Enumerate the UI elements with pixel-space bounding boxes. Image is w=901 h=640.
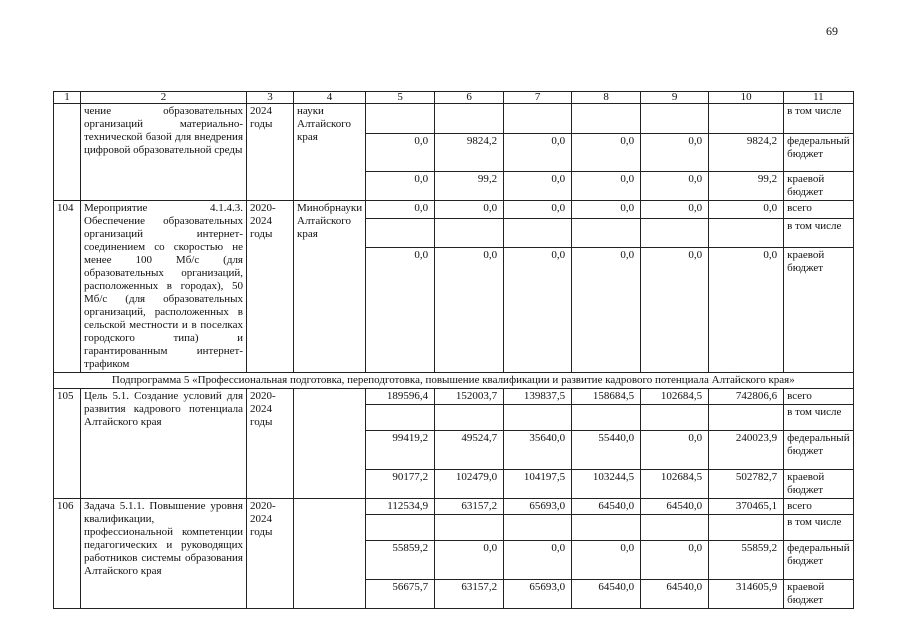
value-cell xyxy=(641,104,709,134)
source-label: краевой бюджет xyxy=(784,580,854,609)
table-row xyxy=(54,389,854,405)
value-cell: 65693,0 xyxy=(504,580,572,609)
executor-cell xyxy=(294,389,366,499)
header-cell: 2 xyxy=(81,92,247,104)
value-cell: 742806,6 xyxy=(709,389,784,405)
value-cell: 0,0 xyxy=(504,172,572,201)
value-cell: 64540,0 xyxy=(641,499,709,515)
header-cell: 5 xyxy=(366,92,435,104)
row-number: 106 xyxy=(54,499,81,609)
source-label: федеральный бюджет xyxy=(784,134,854,172)
value-cell xyxy=(572,104,641,134)
value-cell: 0,0 xyxy=(572,541,641,580)
value-cell: 99,2 xyxy=(435,172,504,201)
source-label: федеральный бюджет xyxy=(784,541,854,580)
subprogram-row xyxy=(54,373,854,389)
header-cell: 8 xyxy=(572,92,641,104)
row-number xyxy=(54,104,81,201)
header-cell: 10 xyxy=(709,92,784,104)
source-label: в том числе xyxy=(784,104,854,134)
value-cell: 314605,9 xyxy=(709,580,784,609)
value-cell: 55859,2 xyxy=(366,541,435,580)
table-row xyxy=(54,104,854,134)
value-cell: 102479,0 xyxy=(435,470,504,499)
value-cell: 0,0 xyxy=(641,134,709,172)
source-label: всего xyxy=(784,201,854,219)
value-cell: 104197,5 xyxy=(504,470,572,499)
value-cell: 0,0 xyxy=(366,134,435,172)
value-cell xyxy=(709,104,784,134)
value-cell: 64540,0 xyxy=(572,499,641,515)
value-cell: 64540,0 xyxy=(641,580,709,609)
value-cell: 112534,9 xyxy=(366,499,435,515)
source-label: федеральный бюджет xyxy=(784,431,854,470)
value-cell: 103244,5 xyxy=(572,470,641,499)
value-cell: 102684,5 xyxy=(641,389,709,405)
measure-text: чение образовательных организаций материально-технической базой для внедрения цифровой образовательной среды xyxy=(81,104,247,201)
value-cell: 0,0 xyxy=(572,247,641,372)
value-cell: 0,0 xyxy=(366,247,435,372)
value-cell: 64540,0 xyxy=(572,580,641,609)
value-cell: 63157,2 xyxy=(435,580,504,609)
header-cell: 9 xyxy=(641,92,709,104)
table-row xyxy=(54,201,854,219)
source-label: всего xyxy=(784,499,854,515)
value-cell: 0,0 xyxy=(709,201,784,219)
header-cell: 11 xyxy=(784,92,854,104)
measure-text: Мероприятие 4.1.4.3. Обеспечение образовательных организаций интернет-соединением со скоростью не менее 100 Мб/с (для образовательных организаций, расположенных в городах), 50 Мб/с (для образовательных организаций, расположенных в сельской местности и в поселках городского типа) и гарантированным интернет-трафиком xyxy=(81,201,247,373)
value-cell: 102684,5 xyxy=(641,470,709,499)
header-cell: 6 xyxy=(435,92,504,104)
value-cell: 0,0 xyxy=(504,247,572,372)
value-cell: 0,0 xyxy=(504,134,572,172)
source-label: краевой бюджет xyxy=(784,172,854,201)
executor-cell: Минобрнауки Алтайского края xyxy=(294,201,366,373)
value-cell: 99,2 xyxy=(709,172,784,201)
years-cell: 2020-2024 годы xyxy=(247,201,294,373)
years-cell: 2020-2024 годы xyxy=(247,499,294,609)
years-cell: 2020-2024 годы xyxy=(247,389,294,499)
subprogram-title: Подпрограмма 5 «Профессиональная подготовка, переподготовка, повышение квалификации и развитие кадрового потенциала Алтайского края» xyxy=(54,373,854,389)
value-cell xyxy=(366,104,435,134)
value-cell: 139837,5 xyxy=(504,389,572,405)
value-cell: 0,0 xyxy=(504,201,572,219)
value-cell: 0,0 xyxy=(641,247,709,372)
years-cell: 2024 годы xyxy=(247,104,294,201)
value-cell: 0,0 xyxy=(435,247,504,372)
value-cell: 0,0 xyxy=(504,541,572,580)
value-cell: 370465,1 xyxy=(709,499,784,515)
row-number: 104 xyxy=(54,201,81,373)
value-cell: 90177,2 xyxy=(366,470,435,499)
value-cell: 0,0 xyxy=(709,247,784,372)
source-label: в том числе xyxy=(784,515,854,541)
value-cell: 0,0 xyxy=(366,201,435,219)
value-cell: 9824,2 xyxy=(709,134,784,172)
value-cell: 0,0 xyxy=(435,201,504,219)
value-cell: 0,0 xyxy=(641,201,709,219)
value-cell: 240023,9 xyxy=(709,431,784,470)
header-cell: 1 xyxy=(54,92,81,104)
value-cell: 0,0 xyxy=(366,172,435,201)
value-cell: 55440,0 xyxy=(572,431,641,470)
page-number: 69 xyxy=(826,24,838,38)
source-label: всего xyxy=(784,389,854,405)
executor-cell: науки Алтайского края xyxy=(294,104,366,201)
value-cell: 0,0 xyxy=(572,201,641,219)
row-number: 105 xyxy=(54,389,81,499)
value-cell: 152003,7 xyxy=(435,389,504,405)
value-cell: 0,0 xyxy=(572,134,641,172)
value-cell: 9824,2 xyxy=(435,134,504,172)
budget-table xyxy=(53,91,854,609)
header-cell: 7 xyxy=(504,92,572,104)
measure-text: Задача 5.1.1. Повышение уровня квалификации, профессиональной компетенции педагогических и руководящих работников системы образования Алтайского края xyxy=(81,499,247,609)
value-cell: 0,0 xyxy=(641,172,709,201)
value-cell: 0,0 xyxy=(572,172,641,201)
value-cell: 158684,5 xyxy=(572,389,641,405)
source-label: краевой бюджет xyxy=(784,470,854,499)
value-cell: 63157,2 xyxy=(435,499,504,515)
value-cell: 189596,4 xyxy=(366,389,435,405)
header-cell: 3 xyxy=(247,92,294,104)
header-cell: 4 xyxy=(294,92,366,104)
table-row xyxy=(54,499,854,515)
source-label: краевой бюджет xyxy=(784,247,854,372)
value-cell: 35640,0 xyxy=(504,431,572,470)
value-cell: 56675,7 xyxy=(366,580,435,609)
value-cell: 99419,2 xyxy=(366,431,435,470)
source-label: в том числе xyxy=(784,218,854,247)
header-row xyxy=(54,92,854,104)
value-cell xyxy=(504,104,572,134)
measure-text: Цель 5.1. Создание условий для развития кадрового потенциала Алтайского края xyxy=(81,389,247,499)
value-cell: 65693,0 xyxy=(504,499,572,515)
value-cell: 49524,7 xyxy=(435,431,504,470)
executor-cell xyxy=(294,499,366,609)
value-cell: 55859,2 xyxy=(709,541,784,580)
value-cell: 502782,7 xyxy=(709,470,784,499)
value-cell xyxy=(435,104,504,134)
value-cell: 0,0 xyxy=(641,541,709,580)
value-cell: 0,0 xyxy=(435,541,504,580)
value-cell: 0,0 xyxy=(641,431,709,470)
source-label: в том числе xyxy=(784,405,854,431)
